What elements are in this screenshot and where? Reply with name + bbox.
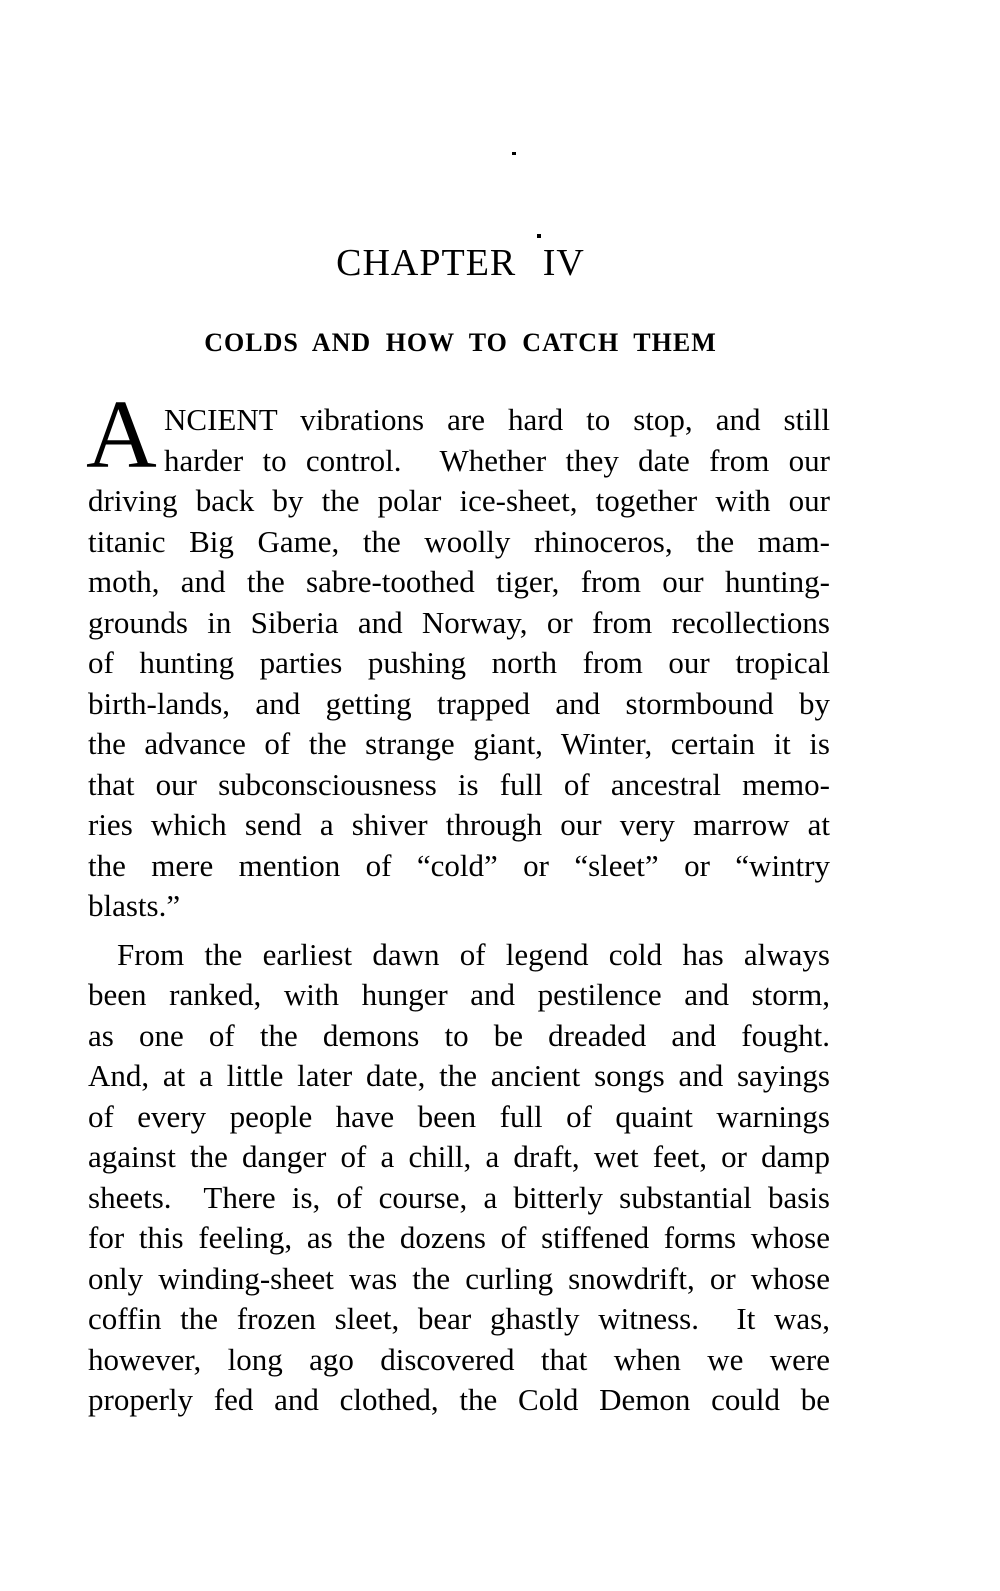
text-line: From the earliest dawn of legend cold has always [117,936,830,972]
text-line: And, at a little later date, the ancient songs and sayings [88,1058,830,1093]
text-line: the advance of the strange giant, Winter, certain it is [88,726,830,761]
ink-speck [537,234,541,238]
text-line: harder to control. Whether they date from our [164,442,830,478]
text-line: the mere mention of “cold” or “sleet” or “wintry [88,847,830,883]
text-line: for this feeling, as the dozens of stiffened forms whose [88,1220,830,1255]
chapter-title: CHAPTER IV [336,242,585,284]
text-line: coffin the frozen sleet, bear ghastly witness. It was, [88,1301,830,1336]
text-line: been ranked, with hunger and pestilence and storm, [88,977,830,1012]
text-line: against the danger of a chill, a draft, wet feet, or damp [88,1139,830,1174]
paragraph-2 [88,935,830,1421]
text-line: ries which send a shiver through our very marrow at [88,807,830,842]
text-line: properly fed and clothed, the Cold Demon could be [88,1382,830,1417]
text-line: as one of the demons to be dreaded and fought. [88,1017,830,1053]
chapter-subtitle: COLDS AND HOW TO CATCH THEM [204,328,717,357]
text-line: however, long ago discovered that when we were [88,1341,830,1377]
text-line: of hunting parties pushing north from our tropical [88,645,830,680]
text-line: that our subconsciousness is full of ancestral memo- [88,766,830,802]
text-line: moth, and the sabre-toothed tiger, from our hunting- [88,564,830,599]
body-text [86,381,830,1421]
text-line: NCIENT vibrations are hard to stop, and still [164,402,830,437]
text-line: blasts.” [88,888,181,923]
text-line: birth-lands, and getting trapped and stormbound by [88,685,830,721]
text-line: grounds in Siberia and Norway, or from recollections [88,604,830,640]
drop-cap: A [86,381,157,489]
paragraph-1 [86,381,830,927]
ink-speck [512,152,516,155]
text-line: of every people have been full of quaint warnings [88,1098,830,1134]
text-line: only winding-sheet was the curling snowdrift, or whose [88,1260,830,1296]
text-line: driving back by the polar ice-sheet, together with our [88,483,830,518]
text-line: sheets. There is, of course, a bitterly substantial basis [88,1179,830,1215]
text-line: titanic Big Game, the woolly rhinoceros, the mam- [88,523,830,559]
